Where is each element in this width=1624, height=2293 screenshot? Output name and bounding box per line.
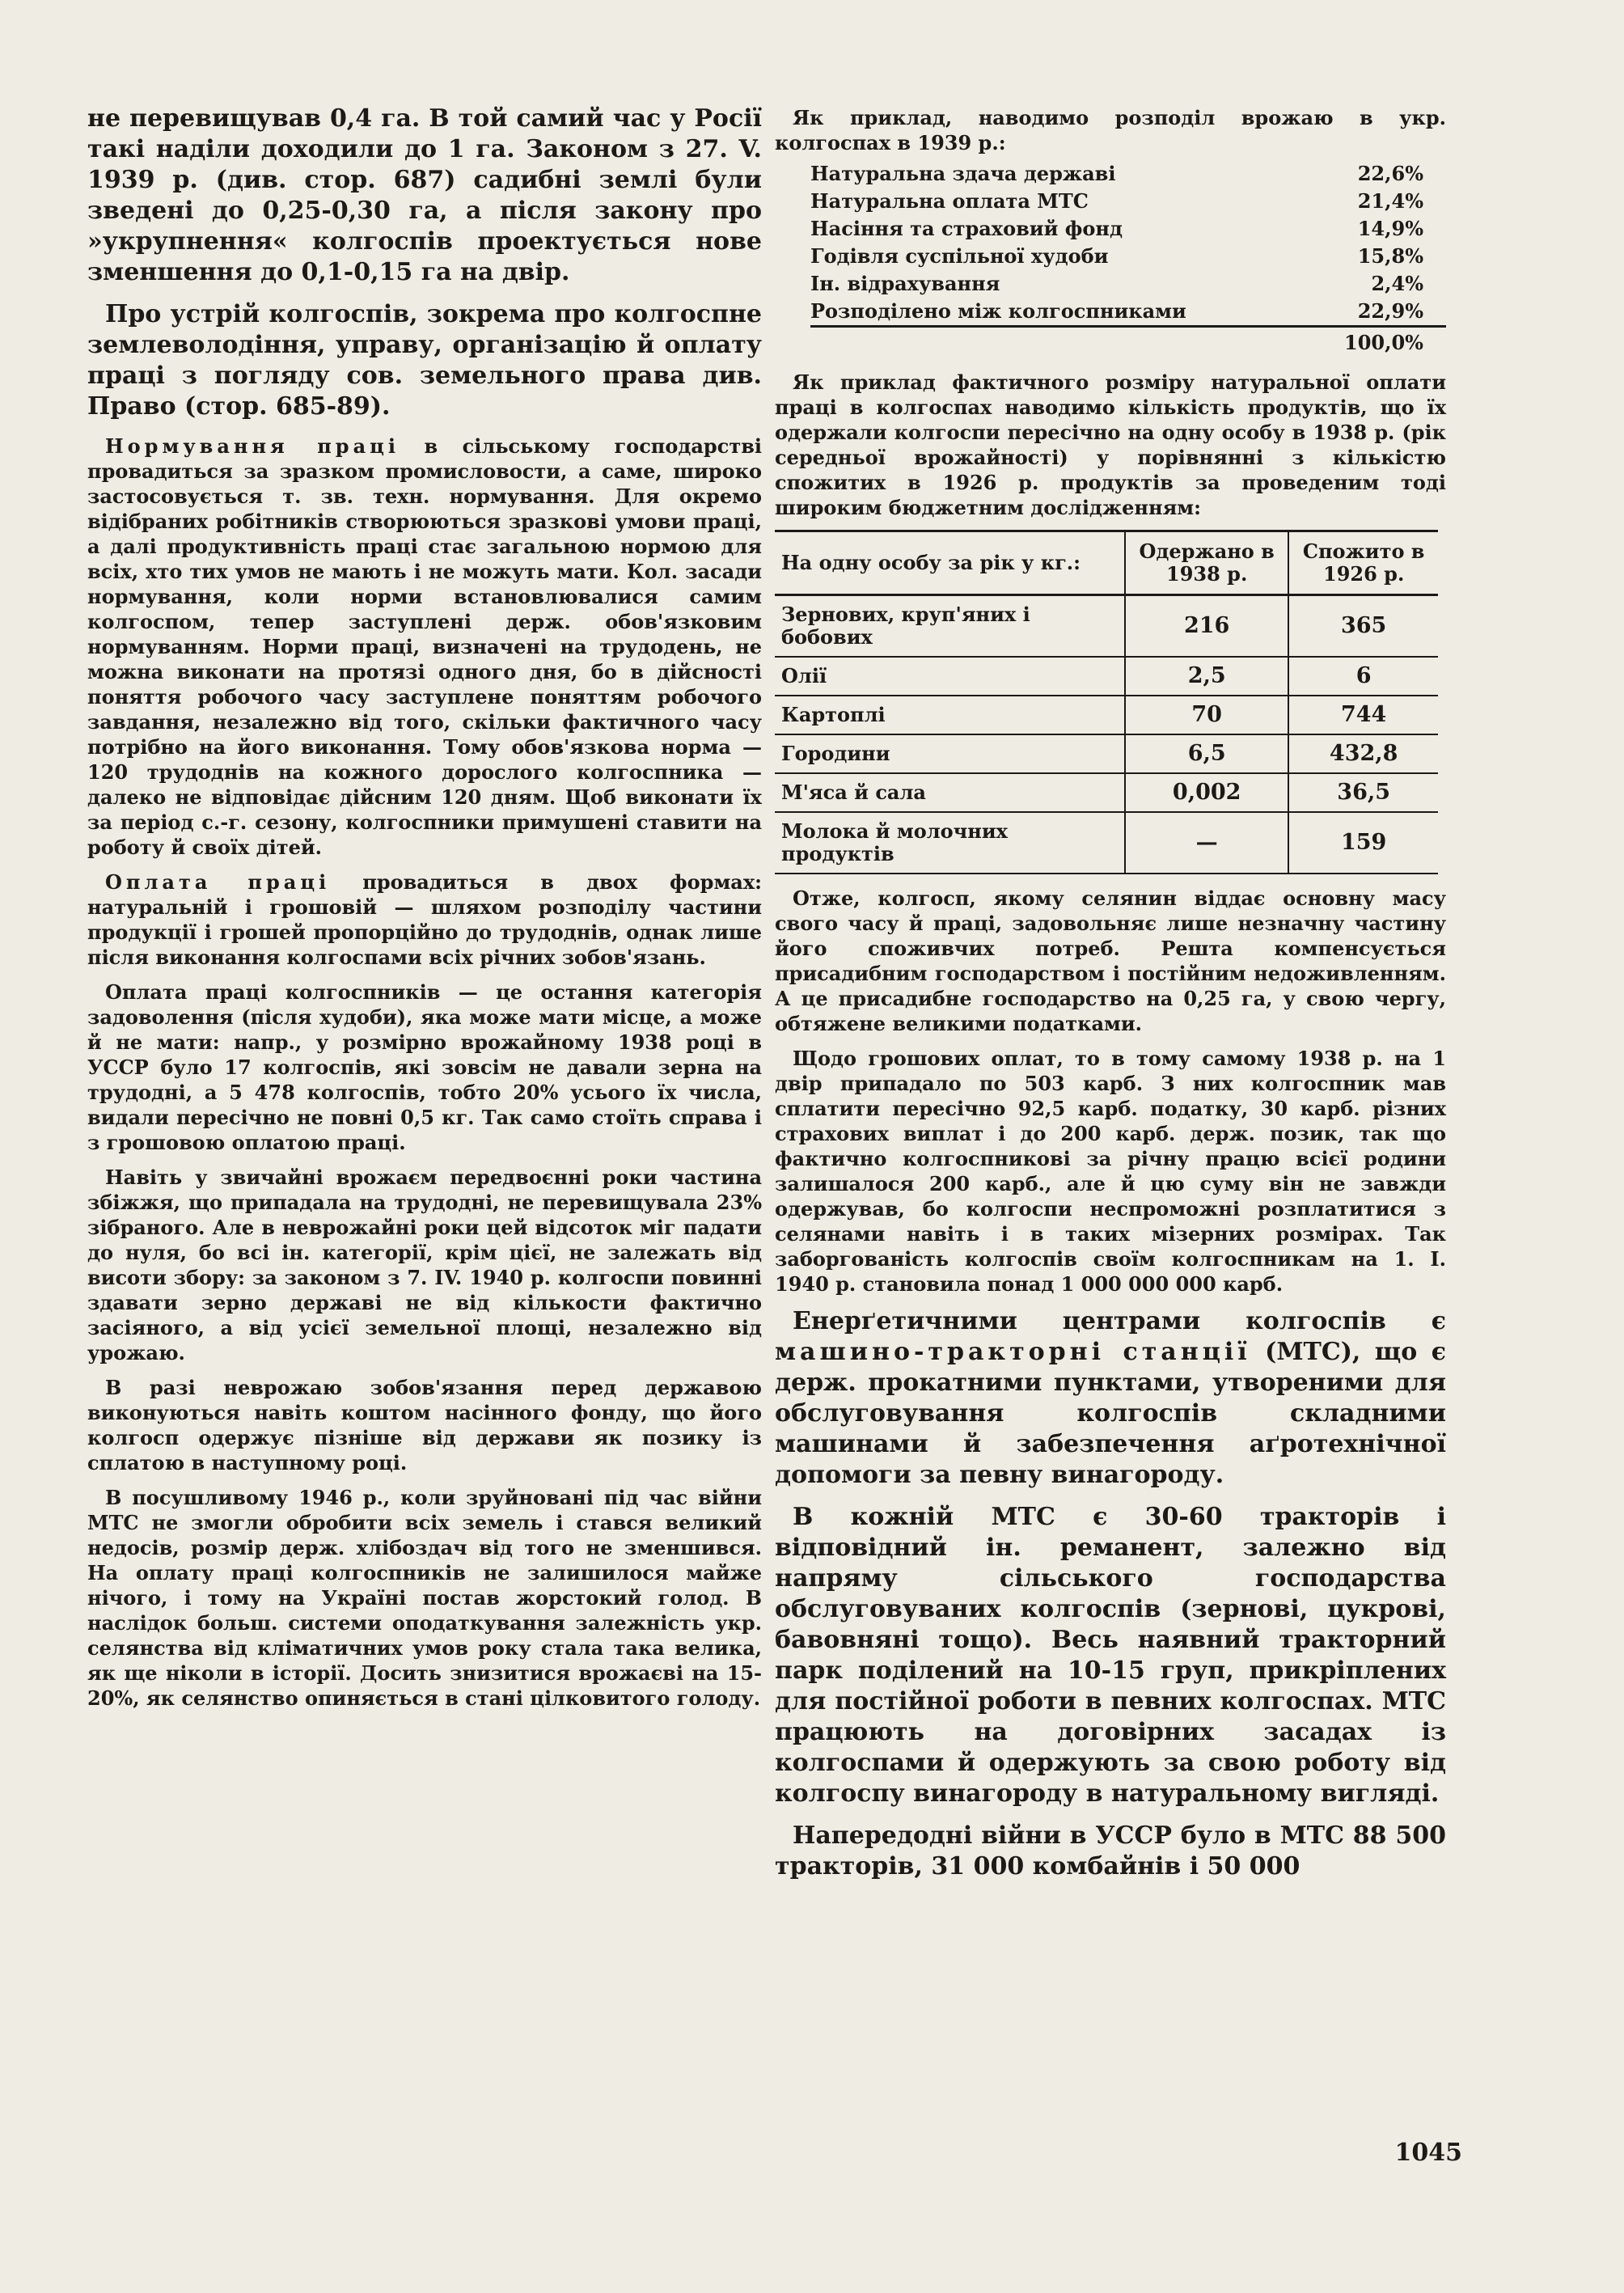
distribution-row (775, 215, 1446, 243)
distribution-row (775, 270, 1446, 298)
paragraph: Навіть у звичайні врожаєм передвоєнні роки частина збіжжя, що припадала на трудодні, не перевищувала 23% зібраного. Але в неврожайні роки цей відсоток міг падати до нуля, бо всі ін. категорії, крім цієї, не залежать від висоти збору: за законом з 7. IV. 1940 р. колгоспи повинні здавати зерно державі не від кількости фактично засіяного, а від усієї земельної площі, незалежно від урожаю. (87, 1166, 762, 1364)
paragraph-text: в сільському господарстві провадиться за зразком промисловости, а саме, широко застосовується т. зв. техн. нормування. Для окремо відібраних робітників створюються зразкові умови праці, а далі продуктивність праці стає загальною нормою для всіх, хто тих умов не мають і не можуть мати. Кол. засади нормування, коли норми встановлювалися самим колгоспом, тепер заступлені держ. обов'язковим нормуванням. Норми праці, визначені на трудодень, не можна виконати на протязі одного дня, бо в дійсності поняття робочого часу заступлене поняттям робочого завдання, незалежно від того, скільки фактичного часу потрібно на його виконання. Тому обов'язкова норма — 120 трудоднів на кожного дорослого колгоспника — далеко не відповідає дійсним 120 дням. Щоб виконати їх за період с.-г. сезону, колгоспники примушені ставити на роботу й своїх дітей. (87, 434, 762, 859)
distribution-row (775, 243, 1446, 270)
table-row (775, 734, 1438, 773)
paragraph-text: провадиться в двох формах: натуральній і грошовій — шляхом розподілу частини продукції і грошей пропорційно до трудоднів, однак лише після виконання колгоспами всіх річних зобов'язань. (87, 870, 763, 969)
page-number: 1045 (1394, 2139, 1462, 2167)
distribution-row (775, 160, 1446, 188)
table-row (775, 595, 1438, 658)
table-row (775, 657, 1438, 696)
paragraph: Щодо грошових оплат, то в тому самому 1938 р. на 1 двір припадало по 503 карб. З них колгоспник мав сплатити пересічно 92,5 карб. податку, 30 карб. різних страхових виплат і до 200 карб. держ. позик, так що фактично колгоспникові за річну працю всієї родини залишалося 200 карб., але й цю суму він не завжди одержував, бо колгоспи неспроможні розплатитися з селянами навіть і в таких мізерних розмірах. Так заборгованість колгоспів своїм колгоспникам на 1. I. 1940 р. становила понад 1 000 000 000 карб. (775, 1047, 1446, 1296)
paragraph: Отже, колгосп, якому селянин віддає основну масу свого часу й праці, задовольняє лише незначну частину його споживчих потреб. Решта компенсується присадибним господарством і постійним недоживленням. А це присадибне господарство на 0,25 га, у свою чергу, обтяжене великими податками. (775, 886, 1446, 1035)
table-cell: Картоплі (775, 696, 1125, 734)
table-row (775, 773, 1438, 812)
table-cell: 216 (1125, 595, 1288, 658)
left-column (87, 104, 762, 1720)
distribution-label: Натуральна оплата МТС (810, 189, 1089, 213)
paragraph-labour-pay (87, 869, 762, 970)
distribution-value: 22,9% (1357, 299, 1423, 323)
distribution-label: Ін. відрахування (810, 272, 1000, 295)
table-header-row (775, 531, 1438, 595)
paragraph-text: Енерґетичними центрами колгоспів є (793, 1307, 1446, 1335)
paragraph-law-reference: Про устрій колгоспів, зокрема про колгоспне землеволодіння, управу, організацію й оплату праці з погляду сов. земельного права див. Право (стор. 685-89). (87, 300, 762, 421)
table-header: Спожито в 1926 р. (1288, 531, 1438, 595)
table-intro: Як приклад фактичного розміру натуральної оплати праці в колгоспах наводимо кількість продуктів, що їх одержали колгоспи пересічно на одну особу в 1938 р. (рік середньої врожайності) у порівнянні з кількістю спожитих в 1926 р. продуктів за проведеним тоді широким бюджетним дослідженням: (775, 370, 1446, 519)
distribution-value: 21,4% (1357, 189, 1423, 213)
distribution-row (775, 298, 1446, 325)
table-cell: 36,5 (1288, 773, 1438, 812)
table-cell: 365 (1288, 595, 1438, 658)
distribution-value: 14,9% (1357, 217, 1423, 240)
table-cell: 2,5 (1125, 657, 1288, 696)
table-cell: 744 (1288, 696, 1438, 734)
harvest-distribution (775, 105, 1446, 358)
table-cell: 0,002 (1125, 773, 1288, 812)
paragraph: Напередодні війни в УССР було в МТС 88 500 тракторів, 31 000 комбайнів і 50 000 (775, 1821, 1446, 1881)
table-cell: 159 (1288, 812, 1438, 874)
table-cell: 70 (1125, 696, 1288, 734)
table-row (775, 696, 1438, 734)
distribution-intro: Як приклад, наводимо розподіл врожаю в укр. колгоспах в 1939 р.: (775, 106, 1446, 154)
spaced-term: Оплата праці (105, 870, 331, 894)
paragraph-mts (775, 1306, 1446, 1491)
table-cell: 432,8 (1288, 734, 1438, 773)
distribution-label: Годівля суспільної худоби (810, 244, 1109, 268)
table-row (775, 812, 1438, 874)
distribution-value: 15,8% (1357, 244, 1423, 268)
paragraph-text: (МТС), що є держ. прокатними пунктами, утвореними для обслуговування колгоспів складними машинами й забезпечення аґротехнічної допомоги за певну винагороду. (775, 1338, 1446, 1489)
distribution-value: 22,6% (1357, 162, 1423, 185)
spaced-term: Нормування праці (105, 434, 400, 458)
spaced-term: машино-тракторні станції (775, 1338, 1251, 1366)
distribution-value: 2,4% (1371, 272, 1423, 295)
table-header: На одну особу за рік у кг.: (775, 531, 1125, 595)
table-cell: М'яса й сала (775, 773, 1125, 812)
distribution-row (775, 188, 1446, 215)
table-cell: Молока й молочних продуктів (775, 812, 1125, 874)
table-cell: Зернових, круп'яних і бобових (775, 595, 1125, 658)
paragraph: не перевищував 0,4 га. В той самий час у Росії такі наділи доходили до 1 га. Законом з 27. V. 1939 р. (див. стор. 687) садибні землі були зведені до 0,25-0,30 га, а після закону про »укрупнення« колгоспів проектується нове зменшення до 0,1-0,15 га на двір. (87, 104, 762, 286)
table-cell: 6 (1288, 657, 1438, 696)
paragraph: Оплата праці колгоспників — це остання категорія задоволення (після худоби), яка може мати місце, а може й не мати: напр., у розмірно врожайному 1938 році в УССР було 17 колгоспів, які зовсім не давали зерна на трудодні, а 5 478 колгоспів, тобто 20% усього їх числа, видали пересічно не повні 0,5 кг. Так само стоїть справа і з грошовою оплатою праці. (87, 980, 762, 1154)
paragraph: В кожній МТС є 30-60 тракторів і відповідний ін. реманент, залежно від напряму сільського господарства обслуговуваних колгоспів (зернові, цукрові, бавовняні тощо). Весь наявний тракторний парк поділений на 10-15 груп, прикріплених для постійної роботи в певних колгоспах. МТС працюють на договірних засадах із колгоспами й одержують за свою роботу від колгоспу винагороду в натуральному вигляді. (775, 1503, 1446, 1808)
table-cell: — (1125, 812, 1288, 874)
paragraph-labour-norms (87, 434, 762, 860)
paragraph: В посушливому 1946 р., коли зруйновані під час війни МТС не змогли обробити всіх земель і стався великий недосів, розмір держ. хлібоздач від того не зменшився. На оплату праці колгоспників не залишилося майже нічого, і тому на Україні постав жорстокий голод. В наслідок больш. системи оподаткування залежність укр. селянства від кліматичних умов року стала така велика, як ще ніколи в історії. Досить знизитися врожаєві на 15-20%, як селянство опиняється в стані цілковитого голоду. (87, 1486, 762, 1710)
table-cell: 6,5 (1125, 734, 1288, 773)
paragraph: В разі неврожаю зобов'язання перед державою виконуються навіть коштом насінного фонду, що його колгосп одержує пізніше від держави як позику із сплатою в наступному році. (87, 1376, 762, 1474)
distribution-label: Натуральна здача державі (810, 162, 1116, 185)
distribution-label: Розподілено між колгоспниками (810, 299, 1186, 323)
table-header: Одержано в 1938 р. (1125, 531, 1288, 595)
table-cell: Олії (775, 657, 1125, 696)
table-cell: Городини (775, 734, 1125, 773)
distribution-total: 100,0% (810, 325, 1446, 358)
distribution-label: Насіння та страховий фонд (810, 217, 1123, 240)
consumption-table (775, 530, 1438, 874)
right-column (775, 104, 1446, 1893)
